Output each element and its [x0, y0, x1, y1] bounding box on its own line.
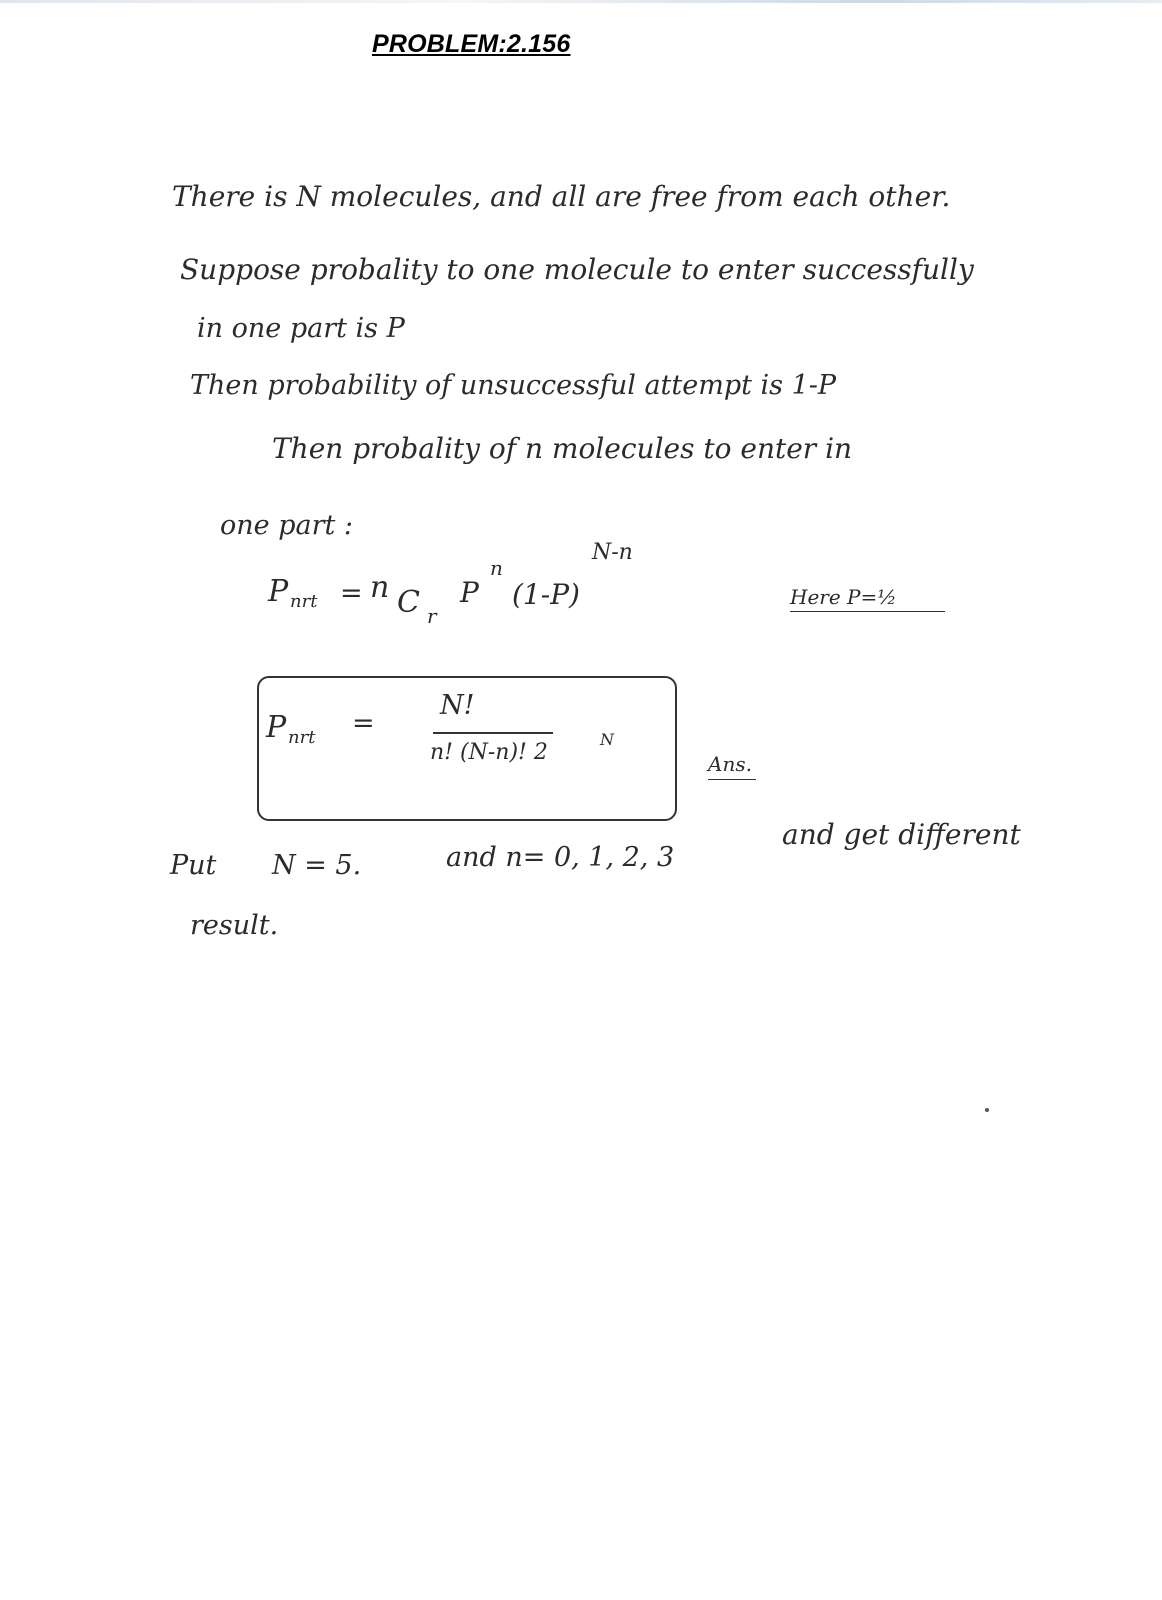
line-unsuccessful: Then probability of unsuccessful attempt is 1-P [190, 370, 837, 401]
formula-coef-sym: C [397, 585, 420, 620]
note-underline [790, 611, 945, 612]
line-result: result. [190, 910, 279, 941]
formula-p-exp: n [490, 556, 503, 580]
formula-p: P [460, 576, 479, 609]
formula-coef: n [370, 570, 390, 605]
fraction-bar [433, 732, 553, 734]
n-value: N = 5. [272, 850, 362, 881]
boxed-lhs: P [266, 710, 287, 745]
line-then-probality: Then probality of n molecules to enter in [272, 432, 853, 465]
line-one-part: in one part is P [197, 313, 405, 344]
formula-factor: (1-P) [512, 578, 580, 611]
n-range: and n= 0, 1, 2, 3 [446, 842, 675, 873]
boxed-lhs-sub: nrt [288, 727, 316, 748]
boxed-eq: = [352, 708, 375, 739]
boxed-denominator: n! (N-n)! 2 [430, 740, 548, 765]
formula-eq: = [340, 578, 363, 609]
line-suppose: Suppose probality to one molecule to enter successfully [180, 253, 974, 286]
line-different: and get different [782, 818, 1021, 851]
line-molecules: There is N molecules, and all are free from each other. [172, 180, 951, 213]
formula-lhs: P [268, 574, 289, 609]
ans-label: Ans. [708, 752, 752, 776]
note-here-p: Here P=½ [790, 585, 897, 609]
ans-underline [708, 779, 756, 780]
boxed-denominator-exp: N [600, 730, 614, 749]
put-label: Put [170, 850, 217, 881]
boxed-numerator: N! [440, 690, 475, 721]
scan-speck [985, 1108, 989, 1112]
formula-factor-exp: N-n [592, 540, 633, 565]
problem-title: PROBLEM:2.156 [372, 30, 571, 58]
formula-lhs-sub: nrt [290, 591, 318, 612]
formula-coef-sub: r [427, 604, 437, 628]
line-one-part-colon: one part : [220, 510, 354, 541]
scan-edge [0, 0, 1162, 3]
